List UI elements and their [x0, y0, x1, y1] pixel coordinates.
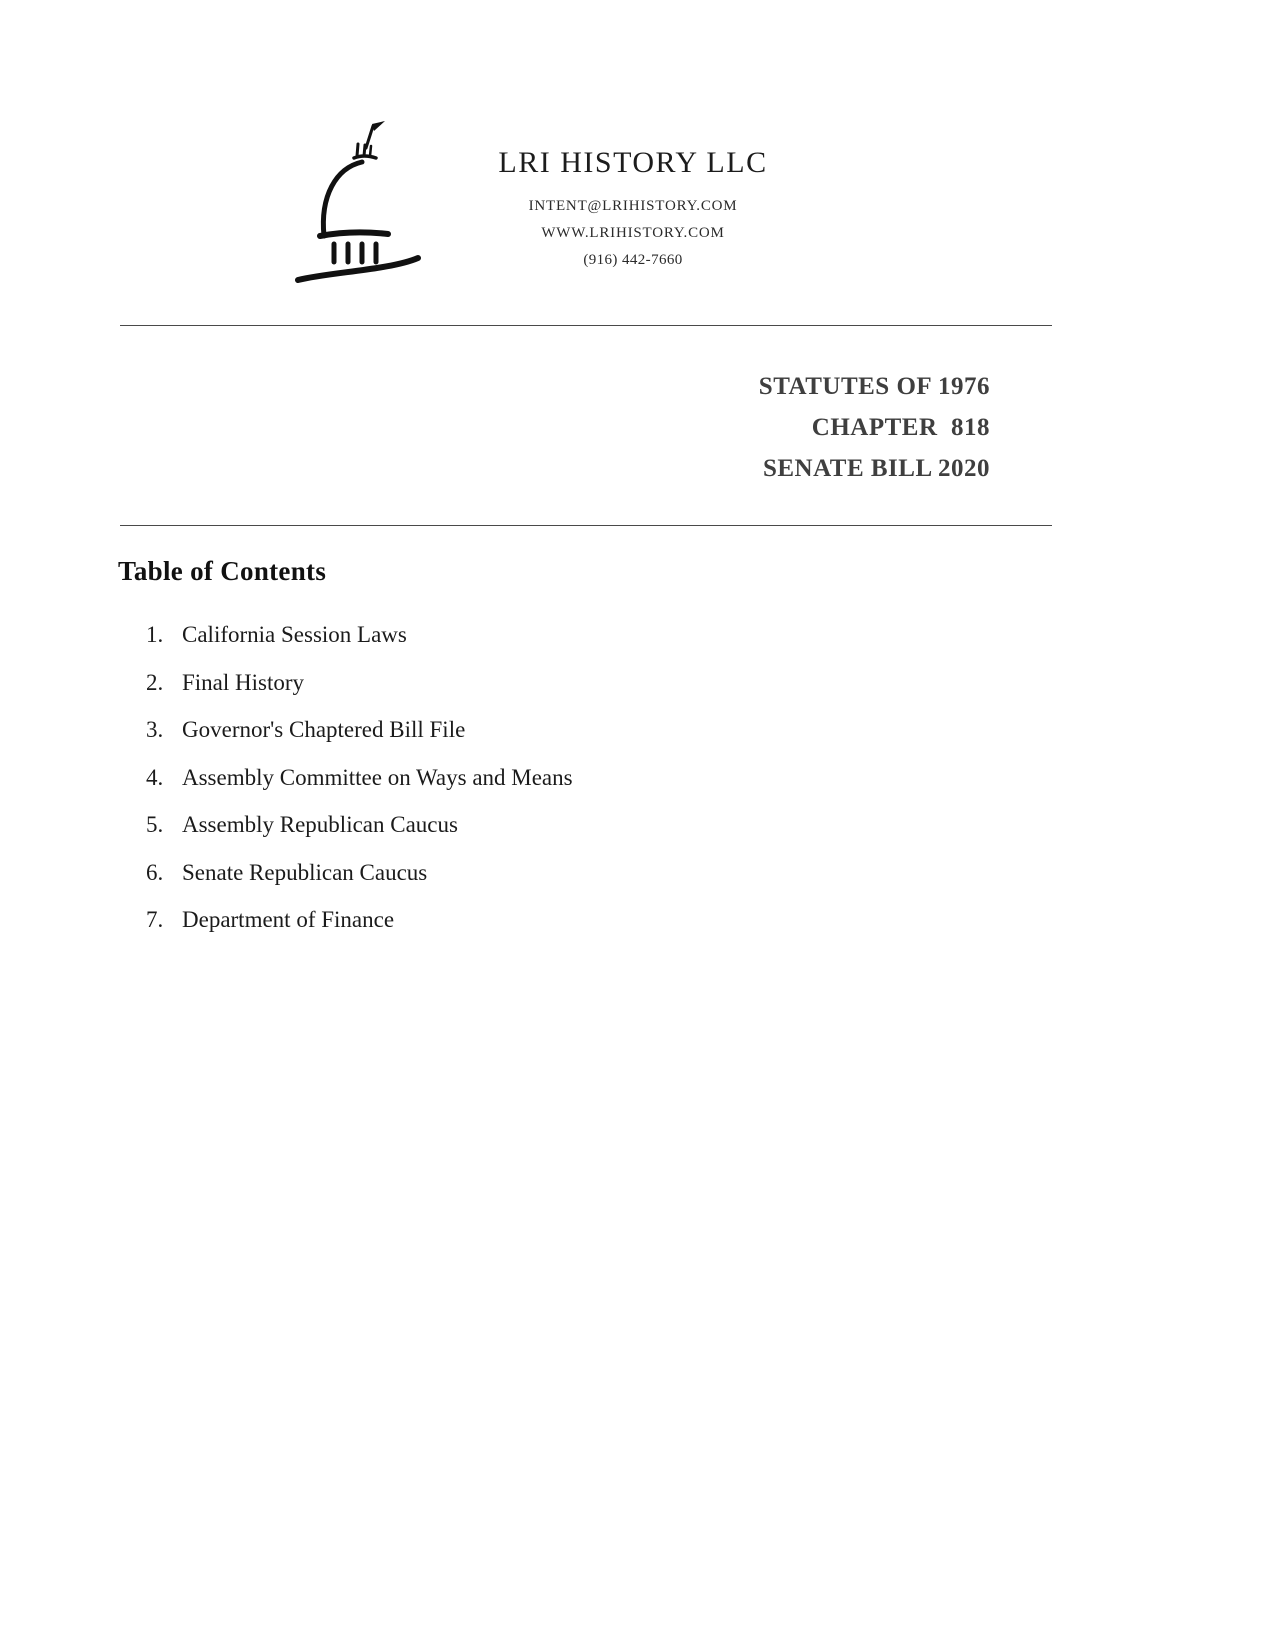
toc-item — [118, 861, 1018, 884]
toc-item-number: 4. — [146, 764, 164, 790]
toc-item-label: Governor's Chaptered Bill File — [182, 717, 466, 742]
horizontal-rule-bottom — [120, 525, 1052, 526]
toc-item — [118, 908, 1018, 931]
table-of-contents — [118, 556, 1018, 956]
toc-item-number: 2. — [146, 669, 164, 695]
toc-item — [118, 813, 1018, 836]
toc-list — [118, 623, 1018, 931]
toc-item-number: 6. — [146, 859, 164, 885]
horizontal-rule-top — [120, 325, 1052, 326]
toc-item-label: Senate Republican Caucus — [182, 859, 428, 885]
company-email: INTENT@LRIHISTORY.COM — [528, 198, 738, 214]
toc-item-number: 3. — [146, 717, 164, 742]
capitol-building-sketch-icon — [290, 118, 440, 288]
statutes-senate-bill: SENATE BILL 2020 — [762, 455, 990, 482]
letterhead — [290, 118, 798, 288]
statutes-year: STATUTES OF 1976 — [758, 373, 990, 400]
statutes-chapter: CHAPTER 818 — [811, 414, 990, 441]
toc-item-label: Assembly Republican Caucus — [182, 812, 458, 837]
toc-item-label: Assembly Committee on Ways and Means — [182, 764, 573, 790]
toc-item — [118, 766, 1018, 789]
toc-item-number: 7. — [146, 907, 164, 932]
toc-item-label: Final History — [182, 669, 305, 695]
toc-item — [118, 718, 1018, 741]
toc-title: Table of Contents — [118, 556, 327, 586]
toc-item — [118, 623, 1018, 646]
toc-item-number: 1. — [146, 622, 164, 647]
company-website: WWW.LRIHISTORY.COM — [541, 225, 725, 241]
statutes-block — [759, 366, 990, 489]
toc-item-label: Department of Finance — [182, 907, 395, 932]
letterhead-text — [468, 146, 798, 269]
toc-item-number: 5. — [146, 812, 164, 837]
company-name: LRI HISTORY LLC — [498, 146, 768, 179]
toc-item — [118, 671, 1018, 694]
toc-item-label: California Session Laws — [182, 622, 407, 647]
company-phone: (916) 442-7660 — [583, 252, 683, 268]
